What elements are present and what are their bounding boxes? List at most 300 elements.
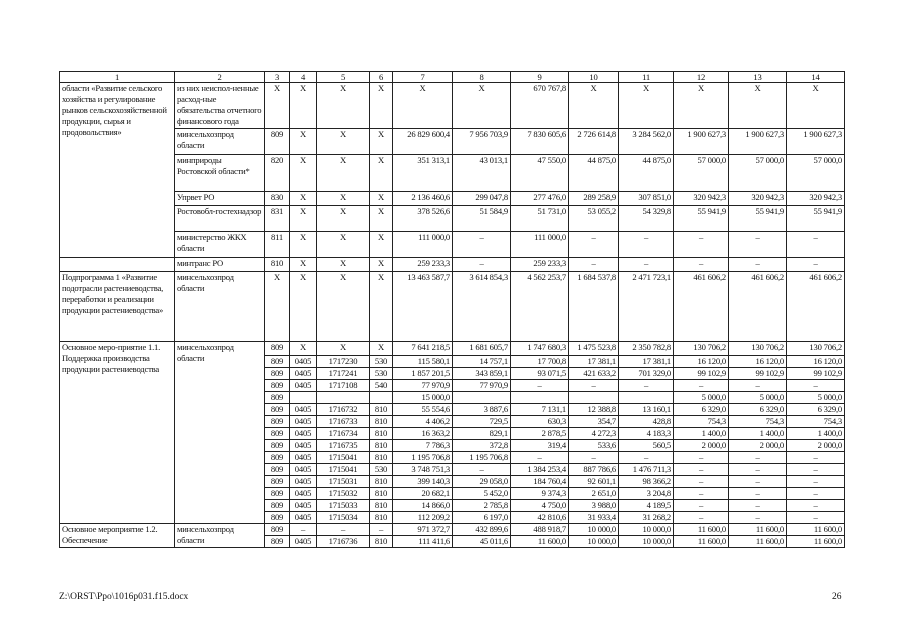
value-cell-col11: 44 875,0 [619,155,674,192]
value-cell-col13: – [729,232,787,258]
value-cell-col14: 320 942,3 [787,192,845,206]
value-cell-col9: 42 810,6 [511,512,569,524]
value-cell-col8: 2 785,8 [453,500,511,512]
column-number-cell: 1 [60,72,175,83]
value-cell-col7: 3 748 751,3 [393,464,453,476]
value-cell-col11: 54 329,8 [619,206,674,232]
value-cell-col14: 130 706,2 [787,342,845,356]
value-cell-col9: 319,4 [511,440,569,452]
value-cell-col9: 47 550,0 [511,155,569,192]
value-cell-col14: – [787,258,845,272]
value-cell-col7: 77 970,9 [393,380,453,392]
value-cell-col11: 10 000,0 [619,524,674,536]
column-number-cell: 5 [317,72,370,83]
value-cell-col5: 1716732 [317,404,370,416]
value-cell-col8: 51 584,9 [453,206,511,232]
value-cell-col14: 2 000,0 [787,440,845,452]
value-cell-col9 [511,392,569,404]
value-cell-col10: 53 055,2 [569,206,619,232]
value-cell-col4: – [290,524,317,536]
value-cell-col12: 754,3 [674,416,729,428]
value-cell-col11 [619,392,674,404]
value-cell-col7: 55 554,6 [393,404,453,416]
value-cell-col13: – [729,380,787,392]
value-cell-col7: X [393,83,453,129]
value-cell-col10: 1 475 523,8 [569,342,619,356]
value-cell-col13: – [729,258,787,272]
value-cell-col12: – [674,464,729,476]
value-cell-col6: 810 [370,500,393,512]
value-cell-col12: 6 329,0 [674,404,729,416]
value-cell-col9: 670 767,8 [511,83,569,129]
value-cell-col8: 829,1 [453,428,511,440]
value-cell-col3: 809 [265,416,290,428]
value-cell-col3: 830 [265,192,290,206]
value-cell-col3: 831 [265,206,290,232]
value-cell-col5: 1717108 [317,380,370,392]
value-cell-col8: – [453,232,511,258]
value-cell-col11: 31 268,2 [619,512,674,524]
value-cell-col11: X [619,83,674,129]
column-number-cell: 14 [787,72,845,83]
executor-cell: минсельхозпрод области [175,524,265,548]
value-cell-col10: 1 684 537,8 [569,272,619,342]
value-cell-col6: X [370,192,393,206]
value-cell-col6: X [370,83,393,129]
value-cell-col3: 809 [265,476,290,488]
value-cell-col13: 11 600,0 [729,524,787,536]
value-cell-col7: 111 411,6 [393,536,453,548]
value-cell-col13: 130 706,2 [729,342,787,356]
value-cell-col13: 2 000,0 [729,440,787,452]
value-cell-col14: 16 120,0 [787,356,845,368]
value-cell-col5: X [317,206,370,232]
value-cell-col5: 1715031 [317,476,370,488]
value-cell-col14: – [787,488,845,500]
value-cell-col3: 810 [265,258,290,272]
value-cell-col7: 1 857 201,5 [393,368,453,380]
value-cell-col7: 112 209,2 [393,512,453,524]
value-cell-col14: – [787,452,845,464]
executor-cell: минсельхозпрод области [175,129,265,155]
value-cell-col4: 0405 [290,416,317,428]
value-cell-col6: – [370,524,393,536]
budget-table [59,71,845,548]
value-cell-col6: 810 [370,476,393,488]
value-cell-col12: 11 600,0 [674,536,729,548]
value-cell-col6: 810 [370,428,393,440]
value-cell-col6: 530 [370,356,393,368]
value-cell-col13: 1 400,0 [729,428,787,440]
value-cell-col3: 809 [265,356,290,368]
value-cell-col7: 15 000,0 [393,392,453,404]
value-cell-col11: 3 284 562,0 [619,129,674,155]
value-cell-col3: 809 [265,536,290,548]
value-cell-col9: 277 476,0 [511,192,569,206]
value-cell-col4: X [290,129,317,155]
value-cell-col5: X [317,272,370,342]
value-cell-col3: 811 [265,232,290,258]
value-cell-col11: 701 329,0 [619,368,674,380]
value-cell-col8: 1 195 706,8 [453,452,511,464]
value-cell-col7: 7 786,3 [393,440,453,452]
value-cell-col3: 809 [265,342,290,356]
value-cell-col14: 11 600,0 [787,524,845,536]
value-cell-col12: 1 400,0 [674,428,729,440]
value-cell-col12: 5 000,0 [674,392,729,404]
value-cell-col13: – [729,512,787,524]
table-row [60,192,845,206]
value-cell-col11: 1 476 711,3 [619,464,674,476]
value-cell-col8: 3 887,6 [453,404,511,416]
value-cell-col6: 530 [370,368,393,380]
value-cell-col8: – [453,464,511,476]
value-cell-col4: 0405 [290,536,317,548]
value-cell-col5: 1715034 [317,512,370,524]
value-cell-col8: 43 013,1 [453,155,511,192]
value-cell-col10: – [569,232,619,258]
value-cell-col3: 809 [265,392,290,404]
value-cell-col4: 0405 [290,500,317,512]
value-cell-col5: 1716736 [317,536,370,548]
value-cell-col9: 7 830 605,6 [511,129,569,155]
column-number-cell: 6 [370,72,393,83]
value-cell-col5: X [317,129,370,155]
value-cell-col6: 810 [370,488,393,500]
value-cell-col13: 55 941,9 [729,206,787,232]
value-cell-col14: 57 000,0 [787,155,845,192]
value-cell-col12: 2 000,0 [674,440,729,452]
value-cell-col11: 13 160,1 [619,404,674,416]
value-cell-col11: 560,5 [619,440,674,452]
value-cell-col7: 111 000,0 [393,232,453,258]
value-cell-col10: 10 000,0 [569,536,619,548]
value-cell-col3: 809 [265,500,290,512]
value-cell-col5: 1715032 [317,488,370,500]
value-cell-col8: 6 197,0 [453,512,511,524]
value-cell-col14: – [787,380,845,392]
value-cell-col3: X [265,83,290,129]
value-cell-col4: 0405 [290,488,317,500]
value-cell-col13: 11 600,0 [729,536,787,548]
value-cell-col10: 3 988,0 [569,500,619,512]
value-cell-col11: 3 204,8 [619,488,674,500]
value-cell-col3: 809 [265,524,290,536]
value-cell-col9: 1 384 253,4 [511,464,569,476]
column-number-cell: 11 [619,72,674,83]
value-cell-col3: 809 [265,512,290,524]
value-cell-col10: 12 388,8 [569,404,619,416]
value-cell-col12: – [674,258,729,272]
value-cell-col12: 55 941,9 [674,206,729,232]
value-cell-col11: – [619,258,674,272]
value-cell-col3: 809 [265,488,290,500]
value-cell-col14: 1 400,0 [787,428,845,440]
value-cell-col5: 1716735 [317,440,370,452]
value-cell-col13: 320 942,3 [729,192,787,206]
value-cell-col7: 399 140,3 [393,476,453,488]
value-cell-col13: 16 120,0 [729,356,787,368]
value-cell-col11: 4 189,5 [619,500,674,512]
value-cell-col5: 1716734 [317,428,370,440]
value-cell-col12: 320 942,3 [674,192,729,206]
value-cell-col13: 6 329,0 [729,404,787,416]
value-cell-col6: X [370,342,393,356]
value-cell-col8: X [453,83,511,129]
table-row [60,258,845,272]
value-cell-col8: 432 899,6 [453,524,511,536]
value-cell-col6: X [370,129,393,155]
executor-cell: минсельхозпрод области [175,272,265,342]
value-cell-col14: 11 600,0 [787,536,845,548]
table-row [60,155,845,192]
value-cell-col7: 4 406,2 [393,416,453,428]
program-name-cell: Подпрограмма 1 «Развитие подотрасли растениеводства, переработки и реализации продукции растениеводства» [60,272,175,342]
value-cell-col7: 115 580,1 [393,356,453,368]
value-cell-col9: 93 071,5 [511,368,569,380]
value-cell-col9: 4 750,0 [511,500,569,512]
value-cell-col11: 10 000,0 [619,536,674,548]
value-cell-col12: – [674,500,729,512]
value-cell-col11: 2 471 723,1 [619,272,674,342]
footer-file-path: Z:\ORST\Ppo\1016p031.f15.docx [59,592,189,602]
value-cell-col5: 1715041 [317,452,370,464]
value-cell-col11: 2 350 782,8 [619,342,674,356]
program-name-cell: Основное меро-приятие 1.1. Поддержка производства продукции растениеводства [60,342,175,524]
value-cell-col13: – [729,476,787,488]
value-cell-col4 [290,392,317,404]
value-cell-col9: 7 131,1 [511,404,569,416]
value-cell-col13: – [729,452,787,464]
column-number-cell: 9 [511,72,569,83]
value-cell-col8: 299 047,8 [453,192,511,206]
value-cell-col11: 4 183,3 [619,428,674,440]
value-cell-col5: 1715033 [317,500,370,512]
value-cell-col12: 99 102,9 [674,368,729,380]
value-cell-col8: 14 757,1 [453,356,511,368]
executor-cell: минприроды Ростовской области* [175,155,265,192]
value-cell-col10: 92 601,1 [569,476,619,488]
value-cell-col14: 754,3 [787,416,845,428]
value-cell-col10: 2 726 614,8 [569,129,619,155]
value-cell-col6: X [370,258,393,272]
executor-cell: министерство ЖКХ области [175,232,265,258]
table-row [60,524,845,536]
value-cell-col9: 2 878,5 [511,428,569,440]
value-cell-col4: 0405 [290,356,317,368]
value-cell-col6: X [370,232,393,258]
value-cell-col11: 98 366,2 [619,476,674,488]
value-cell-col9: 11 600,0 [511,536,569,548]
value-cell-col6: 540 [370,380,393,392]
value-cell-col4: X [290,155,317,192]
value-cell-col3: 809 [265,404,290,416]
value-cell-col6: 810 [370,404,393,416]
value-cell-col6: 810 [370,440,393,452]
value-cell-col7: 7 641 218,5 [393,342,453,356]
value-cell-col7: 259 233,3 [393,258,453,272]
value-cell-col10: 533,6 [569,440,619,452]
value-cell-col12: 1 900 627,3 [674,129,729,155]
value-cell-col6: X [370,272,393,342]
value-cell-col14: 1 900 627,3 [787,129,845,155]
value-cell-col10: 17 381,1 [569,356,619,368]
value-cell-col10: 44 875,0 [569,155,619,192]
value-cell-col12: 11 600,0 [674,524,729,536]
value-cell-col14: – [787,464,845,476]
executor-cell: минтранс РО [175,258,265,272]
value-cell-col5: 1717230 [317,356,370,368]
value-cell-col8: 1 681 605,7 [453,342,511,356]
executor-cell: минсельхозпрод области [175,342,265,524]
value-cell-col9: 51 731,0 [511,206,569,232]
executor-cell: Ростовобл-гостехнадзор [175,206,265,232]
executor-cell: из них неиспол-ненные расход-ные обязательства отчетного финансового года [175,83,265,129]
value-cell-col9: 9 374,3 [511,488,569,500]
value-cell-col9: – [511,452,569,464]
value-cell-col5 [317,392,370,404]
value-cell-col5: X [317,258,370,272]
value-cell-col9: 1 747 680,3 [511,342,569,356]
value-cell-col8: 5 452,0 [453,488,511,500]
value-cell-col7: 20 682,1 [393,488,453,500]
value-cell-col12: – [674,380,729,392]
value-cell-col5: X [317,192,370,206]
value-cell-col9: 17 700,8 [511,356,569,368]
value-cell-col13: 754,3 [729,416,787,428]
value-cell-col6: X [370,155,393,192]
value-cell-col5: 1715041 [317,464,370,476]
value-cell-col8 [453,392,511,404]
value-cell-col5: X [317,83,370,129]
value-cell-col12: – [674,476,729,488]
table-row [60,272,845,342]
value-cell-col14: X [787,83,845,129]
value-cell-col4: 0405 [290,380,317,392]
value-cell-col12: 461 606,2 [674,272,729,342]
program-name-cell [60,258,175,272]
value-cell-col12: 57 000,0 [674,155,729,192]
column-number-cell: 10 [569,72,619,83]
value-cell-col13: 461 606,2 [729,272,787,342]
value-cell-col10: – [569,258,619,272]
value-cell-col14: 461 606,2 [787,272,845,342]
column-number-cell: 4 [290,72,317,83]
value-cell-col4: 0405 [290,512,317,524]
value-cell-col6: 810 [370,512,393,524]
value-cell-col6: 810 [370,452,393,464]
value-cell-col7: 351 313,1 [393,155,453,192]
value-cell-col14: – [787,512,845,524]
value-cell-col13: – [729,488,787,500]
value-cell-col14: – [787,500,845,512]
column-number-cell: 3 [265,72,290,83]
value-cell-col12: X [674,83,729,129]
value-cell-col5: 1716733 [317,416,370,428]
value-cell-col3: 809 [265,428,290,440]
value-cell-col6: 810 [370,536,393,548]
value-cell-col4: 0405 [290,404,317,416]
value-cell-col10: – [569,452,619,464]
value-cell-col11: 307 851,0 [619,192,674,206]
value-cell-col14: 5 000,0 [787,392,845,404]
value-cell-col8: 77 970,9 [453,380,511,392]
value-cell-col12: – [674,512,729,524]
value-cell-col6: 530 [370,464,393,476]
value-cell-col11: – [619,232,674,258]
value-cell-col13: – [729,464,787,476]
column-number-cell: 7 [393,72,453,83]
value-cell-col10: 4 272,3 [569,428,619,440]
value-cell-col8: 372,8 [453,440,511,452]
value-cell-col7: 2 136 460,6 [393,192,453,206]
value-cell-col8: – [453,258,511,272]
value-cell-col3: X [265,272,290,342]
value-cell-col4: X [290,83,317,129]
value-cell-col8: 343 859,1 [453,368,511,380]
value-cell-col14: – [787,232,845,258]
value-cell-col10: 2 651,0 [569,488,619,500]
value-cell-col3: 809 [265,440,290,452]
value-cell-col11: 17 381,1 [619,356,674,368]
value-cell-col5: X [317,232,370,258]
value-cell-col10: 289 258,9 [569,192,619,206]
value-cell-col4: X [290,206,317,232]
table-row [60,83,845,129]
column-number-cell: 13 [729,72,787,83]
column-number-cell: 2 [175,72,265,83]
value-cell-col4: 0405 [290,440,317,452]
value-cell-col8: 29 058,0 [453,476,511,488]
value-cell-col7: 16 363,2 [393,428,453,440]
value-cell-col3: 809 [265,452,290,464]
value-cell-col13: 5 000,0 [729,392,787,404]
value-cell-col4: 0405 [290,476,317,488]
value-cell-col3: 809 [265,464,290,476]
value-cell-col10: 10 000,0 [569,524,619,536]
value-cell-col4: 0405 [290,464,317,476]
value-cell-col8: 7 956 703,9 [453,129,511,155]
value-cell-col10: – [569,380,619,392]
value-cell-col13: 99 102,9 [729,368,787,380]
value-cell-col7: 26 829 600,4 [393,129,453,155]
value-cell-col9: 630,3 [511,416,569,428]
value-cell-col9: 4 562 253,7 [511,272,569,342]
column-number-row [60,72,845,83]
value-cell-col12: – [674,232,729,258]
value-cell-col3: 809 [265,380,290,392]
value-cell-col5: – [317,524,370,536]
value-cell-col10: 31 933,4 [569,512,619,524]
value-cell-col12: – [674,452,729,464]
value-cell-col13: – [729,500,787,512]
footer-page-number: 26 [832,592,842,602]
value-cell-col5: X [317,155,370,192]
value-cell-col7: 378 526,6 [393,206,453,232]
value-cell-col12: 130 706,2 [674,342,729,356]
value-cell-col5: X [317,342,370,356]
value-cell-col10: 354,7 [569,416,619,428]
value-cell-col14: 55 941,9 [787,206,845,232]
value-cell-col10: X [569,83,619,129]
value-cell-col10: 887 786,6 [569,464,619,476]
value-cell-col11: – [619,380,674,392]
value-cell-col4: 0405 [290,452,317,464]
value-cell-col9: 111 000,0 [511,232,569,258]
value-cell-col3: 809 [265,129,290,155]
table-row [60,232,845,258]
value-cell-col9: – [511,380,569,392]
